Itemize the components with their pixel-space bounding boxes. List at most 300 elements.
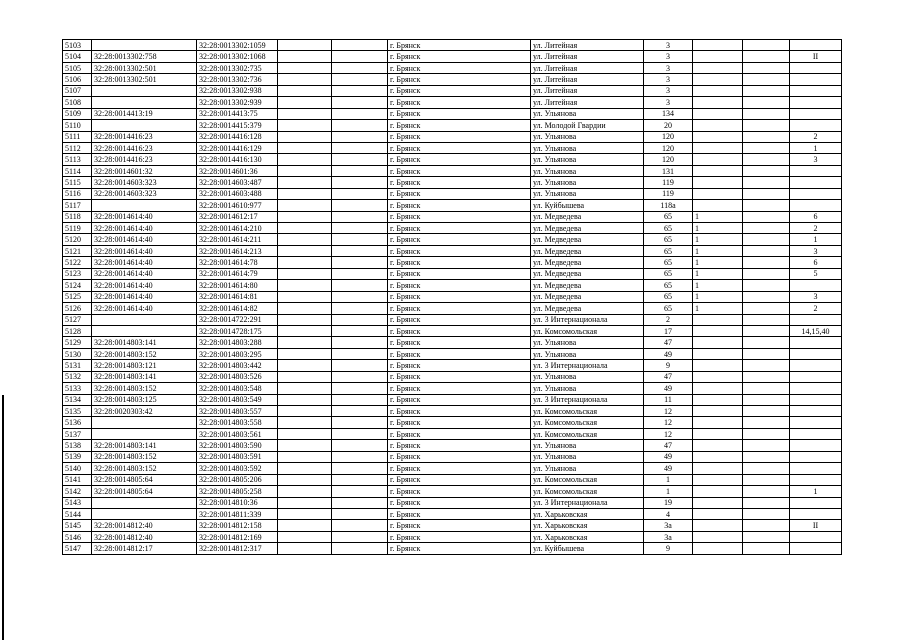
street: ул. Ульянова — [531, 337, 644, 348]
land-plot-cadastral-number: 32:28:0014614:40 — [92, 234, 197, 245]
locality: г. Брянск — [388, 508, 531, 519]
locality: г. Брянск — [388, 325, 531, 336]
street: ул. 3 Интернационала — [531, 360, 644, 371]
street: ул. Харьковская — [531, 520, 644, 531]
row-number: 5125 — [63, 291, 92, 302]
land-plot-cadastral-number — [92, 497, 197, 508]
blank-cell-a — [278, 474, 332, 485]
locality: г. Брянск — [388, 291, 531, 302]
land-plot-cadastral-number — [92, 325, 197, 336]
blank-cell-b — [332, 314, 388, 325]
row-number: 5135 — [63, 406, 92, 417]
blank-cell-b — [332, 234, 388, 245]
flat-number: 1 — [790, 486, 842, 497]
blank-cell-b — [332, 451, 388, 462]
building-cadastral-number: 32:28:0014811:339 — [197, 508, 278, 519]
blank-cell-c — [743, 234, 790, 245]
blank-cell-b — [332, 325, 388, 336]
row-number: 5117 — [63, 200, 92, 211]
locality: г. Брянск — [388, 245, 531, 256]
building-number: 1 — [693, 280, 743, 291]
blank-cell-a — [278, 394, 332, 405]
blank-cell-c — [743, 97, 790, 108]
blank-cell-a — [278, 177, 332, 188]
blank-cell-a — [278, 154, 332, 165]
house-number: 47 — [644, 337, 693, 348]
blank-cell-a — [278, 62, 332, 73]
flat-number — [790, 188, 842, 199]
building-cadastral-number: 32:28:0013302:735 — [197, 62, 278, 73]
flat-number: 1 — [790, 234, 842, 245]
locality: г. Брянск — [388, 108, 531, 119]
table-row — [63, 383, 842, 394]
building-number — [693, 154, 743, 165]
blank-cell-b — [332, 303, 388, 314]
blank-cell-c — [743, 120, 790, 131]
building-number — [693, 520, 743, 531]
blank-cell-a — [278, 257, 332, 268]
blank-cell-b — [332, 51, 388, 62]
house-number: 119 — [644, 177, 693, 188]
row-number: 5146 — [63, 531, 92, 542]
locality: г. Брянск — [388, 383, 531, 394]
blank-cell-b — [332, 154, 388, 165]
locality: г. Брянск — [388, 371, 531, 382]
table-row — [63, 200, 842, 211]
table-row — [63, 451, 842, 462]
building-number — [693, 177, 743, 188]
building-number — [693, 508, 743, 519]
blank-cell-c — [743, 74, 790, 85]
house-number: 3 — [644, 62, 693, 73]
building-cadastral-number: 32:28:0014803:591 — [197, 451, 278, 462]
table-row — [63, 543, 842, 554]
table-row — [63, 154, 842, 165]
blank-cell-c — [743, 440, 790, 451]
locality: г. Брянск — [388, 211, 531, 222]
locality: г. Брянск — [388, 531, 531, 542]
street: ул. Комсомольская — [531, 406, 644, 417]
blank-cell-b — [332, 177, 388, 188]
flat-number: II — [790, 51, 842, 62]
street: ул. Медведева — [531, 303, 644, 314]
blank-cell-a — [278, 120, 332, 131]
land-plot-cadastral-number: 32:28:0014614:40 — [92, 257, 197, 268]
house-number: 119 — [644, 188, 693, 199]
house-number: 65 — [644, 303, 693, 314]
flat-number: 6 — [790, 257, 842, 268]
street: ул. Медведева — [531, 223, 644, 234]
row-number: 5118 — [63, 211, 92, 222]
land-plot-cadastral-number — [92, 85, 197, 96]
house-number: 47 — [644, 371, 693, 382]
blank-cell-b — [332, 97, 388, 108]
blank-cell-c — [743, 417, 790, 428]
blank-cell-a — [278, 280, 332, 291]
building-number — [693, 428, 743, 439]
house-number: 17 — [644, 325, 693, 336]
blank-cell-c — [743, 257, 790, 268]
locality: г. Брянск — [388, 120, 531, 131]
building-number: 1 — [693, 223, 743, 234]
flat-number — [790, 497, 842, 508]
blank-cell-b — [332, 74, 388, 85]
street: ул. Ульянова — [531, 165, 644, 176]
blank-cell-c — [743, 383, 790, 394]
house-number: 65 — [644, 291, 693, 302]
table-row — [63, 394, 842, 405]
table-row — [63, 142, 842, 153]
building-cadastral-number: 32:28:0014614:80 — [197, 280, 278, 291]
street: ул. Комсомольская — [531, 474, 644, 485]
locality: г. Брянск — [388, 257, 531, 268]
building-cadastral-number: 32:28:0014803:442 — [197, 360, 278, 371]
building-number: 1 — [693, 234, 743, 245]
row-number: 5128 — [63, 325, 92, 336]
row-number: 5133 — [63, 383, 92, 394]
flat-number — [790, 360, 842, 371]
locality: г. Брянск — [388, 440, 531, 451]
street: ул. Молодой Гвардии — [531, 120, 644, 131]
blank-cell-b — [332, 486, 388, 497]
blank-cell-c — [743, 188, 790, 199]
street: ул. Литейная — [531, 51, 644, 62]
building-number — [693, 474, 743, 485]
building-cadastral-number: 32:28:0014416:130 — [197, 154, 278, 165]
blank-cell-a — [278, 463, 332, 474]
blank-cell-b — [332, 165, 388, 176]
land-plot-cadastral-number: 32:28:0014805:64 — [92, 486, 197, 497]
row-number: 5142 — [63, 486, 92, 497]
building-cadastral-number: 32:28:0013302:938 — [197, 85, 278, 96]
blank-cell-a — [278, 74, 332, 85]
blank-cell-b — [332, 520, 388, 531]
blank-cell-c — [743, 40, 790, 51]
flat-number — [790, 451, 842, 462]
blank-cell-b — [332, 40, 388, 51]
building-number — [693, 383, 743, 394]
blank-cell-a — [278, 234, 332, 245]
flat-number — [790, 440, 842, 451]
blank-cell-b — [332, 108, 388, 119]
land-plot-cadastral-number: 32:28:0014614:40 — [92, 303, 197, 314]
building-number: 1 — [693, 245, 743, 256]
building-cadastral-number: 32:28:0014722:291 — [197, 314, 278, 325]
street: ул. Медведева — [531, 234, 644, 245]
blank-cell-b — [332, 383, 388, 394]
row-number: 5116 — [63, 188, 92, 199]
blank-cell-a — [278, 211, 332, 222]
blank-cell-c — [743, 108, 790, 119]
table-row — [63, 291, 842, 302]
land-plot-cadastral-number: 32:28:0014803:141 — [92, 440, 197, 451]
flat-number: 6 — [790, 211, 842, 222]
locality: г. Брянск — [388, 314, 531, 325]
flat-number — [790, 40, 842, 51]
street: ул. Куйбышева — [531, 543, 644, 554]
table-row — [63, 85, 842, 96]
blank-cell-a — [278, 325, 332, 336]
row-number: 5107 — [63, 85, 92, 96]
blank-cell-b — [332, 543, 388, 554]
row-number: 5105 — [63, 62, 92, 73]
blank-cell-b — [332, 62, 388, 73]
blank-cell-c — [743, 142, 790, 153]
flat-number — [790, 508, 842, 519]
land-plot-cadastral-number: 32:28:0014614:40 — [92, 245, 197, 256]
locality: г. Брянск — [388, 40, 531, 51]
land-plot-cadastral-number: 32:28:0014803:152 — [92, 348, 197, 359]
building-number — [693, 325, 743, 336]
blank-cell-a — [278, 440, 332, 451]
land-plot-cadastral-number — [92, 200, 197, 211]
building-number — [693, 348, 743, 359]
street: ул. Ульянова — [531, 463, 644, 474]
flat-number: 3 — [790, 245, 842, 256]
land-plot-cadastral-number: 32:28:0014614:40 — [92, 211, 197, 222]
building-number — [693, 406, 743, 417]
table-row — [63, 131, 842, 142]
house-number: 120 — [644, 142, 693, 153]
building-cadastral-number: 32:28:0014805:258 — [197, 486, 278, 497]
building-cadastral-number: 32:28:0014614:81 — [197, 291, 278, 302]
row-number: 5131 — [63, 360, 92, 371]
building-cadastral-number: 32:28:0014614:82 — [197, 303, 278, 314]
building-number — [693, 451, 743, 462]
blank-cell-b — [332, 211, 388, 222]
building-number — [693, 188, 743, 199]
blank-cell-c — [743, 154, 790, 165]
table-row — [63, 371, 842, 382]
house-number: 120 — [644, 131, 693, 142]
land-plot-cadastral-number: 32:28:0014805:64 — [92, 474, 197, 485]
building-number — [693, 543, 743, 554]
blank-cell-b — [332, 291, 388, 302]
building-number — [693, 337, 743, 348]
building-number: 1 — [693, 211, 743, 222]
house-number: 134 — [644, 108, 693, 119]
land-plot-cadastral-number: 32:28:0014416:23 — [92, 142, 197, 153]
blank-cell-a — [278, 165, 332, 176]
blank-cell-c — [743, 291, 790, 302]
blank-cell-b — [332, 417, 388, 428]
blank-cell-c — [743, 85, 790, 96]
flat-number — [790, 200, 842, 211]
table-row — [63, 268, 842, 279]
table-row — [63, 360, 842, 371]
blank-cell-b — [332, 497, 388, 508]
row-number: 5145 — [63, 520, 92, 531]
flat-number: 1 — [790, 142, 842, 153]
street: ул. Медведева — [531, 291, 644, 302]
table-row — [63, 531, 842, 542]
street: ул. Литейная — [531, 97, 644, 108]
blank-cell-b — [332, 131, 388, 142]
blank-cell-c — [743, 325, 790, 336]
street: ул. Ульянова — [531, 188, 644, 199]
row-number: 5114 — [63, 165, 92, 176]
blank-cell-a — [278, 543, 332, 554]
building-cadastral-number: 32:28:0014610:977 — [197, 200, 278, 211]
blank-cell-c — [743, 520, 790, 531]
locality: г. Брянск — [388, 417, 531, 428]
locality: г. Брянск — [388, 463, 531, 474]
row-number: 5143 — [63, 497, 92, 508]
table-row — [63, 257, 842, 268]
locality: г. Брянск — [388, 268, 531, 279]
street: ул. Ульянова — [531, 108, 644, 119]
locality: г. Брянск — [388, 474, 531, 485]
table-row — [63, 406, 842, 417]
building-cadastral-number: 32:28:0014603:487 — [197, 177, 278, 188]
land-plot-cadastral-number: 32:28:0013302:758 — [92, 51, 197, 62]
building-number — [693, 486, 743, 497]
land-plot-cadastral-number: 32:28:0020303:42 — [92, 406, 197, 417]
house-number: 3а — [644, 531, 693, 542]
land-plot-cadastral-number: 32:28:0014803:141 — [92, 371, 197, 382]
blank-cell-a — [278, 85, 332, 96]
flat-number — [790, 337, 842, 348]
land-plot-cadastral-number: 32:28:0014803:152 — [92, 463, 197, 474]
blank-cell-c — [743, 62, 790, 73]
blank-cell-a — [278, 303, 332, 314]
blank-cell-c — [743, 280, 790, 291]
blank-cell-c — [743, 463, 790, 474]
flat-number — [790, 463, 842, 474]
locality: г. Брянск — [388, 142, 531, 153]
table-row — [63, 440, 842, 451]
blank-cell-a — [278, 337, 332, 348]
building-cadastral-number: 32:28:0013302:1068 — [197, 51, 278, 62]
table-row — [63, 211, 842, 222]
building-cadastral-number: 32:28:0014803:557 — [197, 406, 278, 417]
row-number: 5120 — [63, 234, 92, 245]
house-number: 2 — [644, 314, 693, 325]
blank-cell-a — [278, 451, 332, 462]
house-number: 1 — [644, 474, 693, 485]
land-plot-cadastral-number: 32:28:0014603:323 — [92, 177, 197, 188]
blank-cell-b — [332, 280, 388, 291]
row-number: 5127 — [63, 314, 92, 325]
blank-cell-c — [743, 531, 790, 542]
house-number: 3 — [644, 74, 693, 85]
locality: г. Брянск — [388, 543, 531, 554]
flat-number — [790, 394, 842, 405]
blank-cell-a — [278, 291, 332, 302]
table-row — [63, 508, 842, 519]
blank-cell-c — [743, 223, 790, 234]
table-row — [63, 245, 842, 256]
building-cadastral-number: 32:28:0014803:295 — [197, 348, 278, 359]
locality: г. Брянск — [388, 74, 531, 85]
table-row — [63, 188, 842, 199]
land-plot-cadastral-number: 32:28:0014803:152 — [92, 383, 197, 394]
street: ул. Комсомольская — [531, 428, 644, 439]
locality: г. Брянск — [388, 520, 531, 531]
blank-cell-a — [278, 417, 332, 428]
building-number — [693, 314, 743, 325]
building-number: 1 — [693, 268, 743, 279]
flat-number — [790, 74, 842, 85]
blank-cell-b — [332, 142, 388, 153]
locality: г. Брянск — [388, 131, 531, 142]
blank-cell-b — [332, 406, 388, 417]
land-plot-cadastral-number: 32:28:0014603:323 — [92, 188, 197, 199]
row-number: 5108 — [63, 97, 92, 108]
blank-cell-b — [332, 428, 388, 439]
street: ул. 3 Интернационала — [531, 497, 644, 508]
locality: г. Брянск — [388, 451, 531, 462]
registry-table — [62, 39, 842, 555]
blank-cell-c — [743, 51, 790, 62]
house-number: 9 — [644, 360, 693, 371]
table-row — [63, 223, 842, 234]
house-number: 49 — [644, 451, 693, 462]
blank-cell-b — [332, 440, 388, 451]
table-row — [63, 120, 842, 131]
house-number: 4 — [644, 508, 693, 519]
blank-cell-c — [743, 543, 790, 554]
locality: г. Брянск — [388, 303, 531, 314]
blank-cell-b — [332, 371, 388, 382]
house-number: 120 — [644, 154, 693, 165]
building-number — [693, 142, 743, 153]
building-number — [693, 85, 743, 96]
row-number: 5115 — [63, 177, 92, 188]
row-number: 5141 — [63, 474, 92, 485]
building-cadastral-number: 32:28:0014803:526 — [197, 371, 278, 382]
land-plot-cadastral-number: 32:28:0014413:19 — [92, 108, 197, 119]
table-row — [63, 74, 842, 85]
flat-number — [790, 406, 842, 417]
flat-number — [790, 165, 842, 176]
blank-cell-a — [278, 51, 332, 62]
blank-cell-a — [278, 531, 332, 542]
building-cadastral-number: 32:28:0014614:78 — [197, 257, 278, 268]
house-number: 3 — [644, 85, 693, 96]
land-plot-cadastral-number: 32:28:0014416:23 — [92, 131, 197, 142]
building-number — [693, 200, 743, 211]
house-number: 65 — [644, 245, 693, 256]
building-cadastral-number: 32:28:0014803:549 — [197, 394, 278, 405]
land-plot-cadastral-number: 32:28:0014614:40 — [92, 268, 197, 279]
blank-cell-c — [743, 314, 790, 325]
house-number: 12 — [644, 417, 693, 428]
row-number: 5124 — [63, 280, 92, 291]
building-cadastral-number: 32:28:0014603:488 — [197, 188, 278, 199]
blank-cell-a — [278, 497, 332, 508]
blank-cell-c — [743, 211, 790, 222]
house-number: 19 — [644, 497, 693, 508]
street: ул. 3 Интернационала — [531, 394, 644, 405]
locality: г. Брянск — [388, 486, 531, 497]
blank-cell-a — [278, 486, 332, 497]
flat-number — [790, 428, 842, 439]
row-number: 5126 — [63, 303, 92, 314]
table-row — [63, 520, 842, 531]
blank-cell-a — [278, 40, 332, 51]
blank-cell-a — [278, 371, 332, 382]
house-number: 1 — [644, 486, 693, 497]
row-number: 5104 — [63, 51, 92, 62]
street: ул. Литейная — [531, 74, 644, 85]
row-number: 5137 — [63, 428, 92, 439]
building-number — [693, 360, 743, 371]
street: ул. Куйбышева — [531, 200, 644, 211]
locality: г. Брянск — [388, 62, 531, 73]
house-number: 47 — [644, 440, 693, 451]
blank-cell-b — [332, 200, 388, 211]
